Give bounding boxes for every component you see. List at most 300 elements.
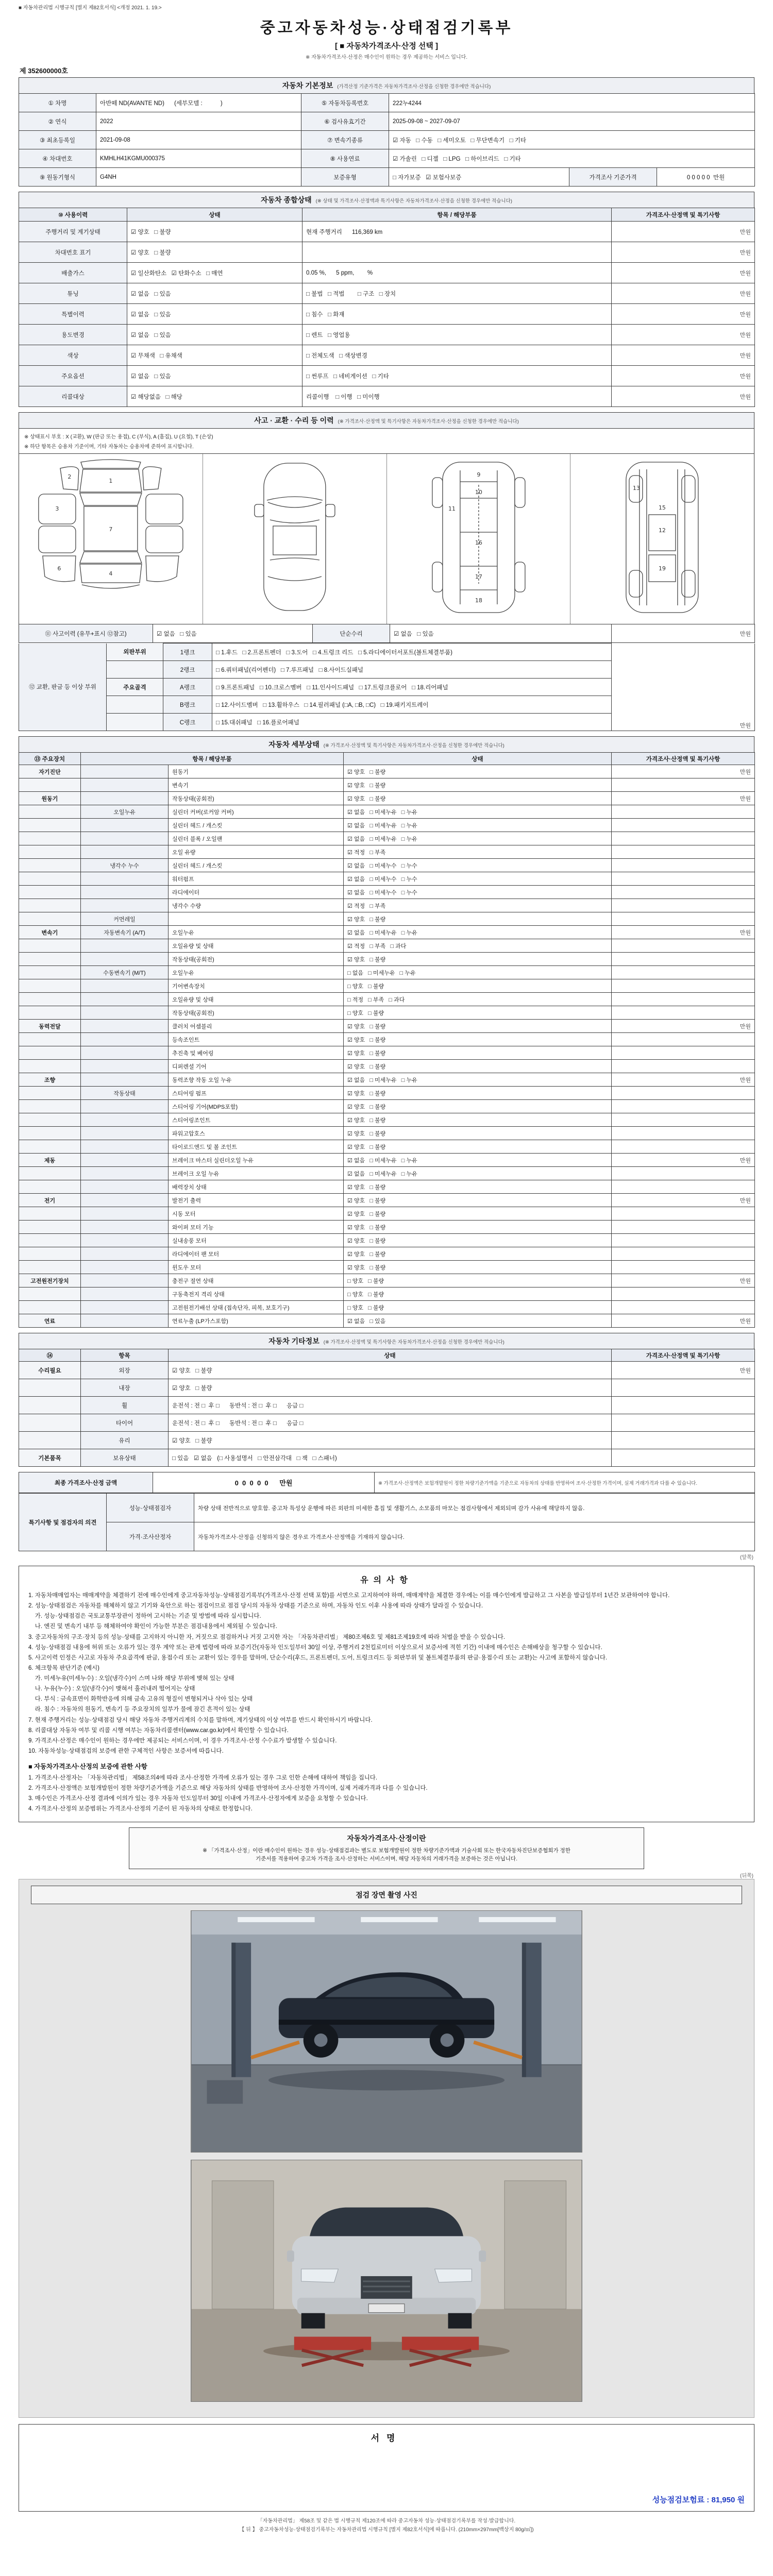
- price-cell: [612, 845, 755, 859]
- status-cell: ☑ 양호 □ 불량: [344, 1033, 612, 1046]
- table-row: [19, 1073, 755, 1087]
- table-row: [19, 1397, 755, 1414]
- item-group: [19, 1397, 81, 1414]
- status-cell: ☑ 일산화탄소 ☑ 탄화수소 □ 매연: [127, 263, 303, 283]
- table-row: [19, 624, 755, 643]
- device-group: [19, 1087, 81, 1100]
- device-group: [19, 1261, 81, 1274]
- price-cell: 만원: [612, 624, 755, 643]
- price-cell: 만원: [612, 926, 755, 939]
- car-illustration: [287, 2208, 486, 2329]
- rank-label: 2랭크: [163, 661, 212, 679]
- item-label: 튜닝: [19, 283, 127, 304]
- panel-items: □ 9.프론트패널 □ 10.크로스멤버 □ 11.인사이드패널 □ 17.트렁크플로어 □ 18.리어패널: [212, 679, 612, 696]
- item-label: 파워고압호스: [169, 1127, 344, 1140]
- price-cell: [612, 1180, 755, 1194]
- inspector-opinion-text: 차량 상태 전반적으로 양호함. 중고차 특성상 운행에 따른 외판의 미세한 흠집 및 생활기스, 소모품의 마모는 점검사항에서 제외되며 감가 사유에 해당하지 않음.: [194, 1494, 755, 1522]
- price-cell: 만원: [612, 643, 755, 731]
- table-row: [19, 765, 755, 778]
- item-label: 추진축 및 베어링: [169, 1046, 344, 1060]
- price-cell: [612, 859, 755, 872]
- detail-cell: □ 전체도색 □ 색상변경: [303, 345, 612, 366]
- inspector-opinion-table: [19, 1493, 755, 1551]
- table-row: [19, 1494, 755, 1522]
- sub-group: 자동변속기 (A/T): [81, 926, 169, 939]
- table-header-row: [19, 753, 755, 765]
- overall-condition-table: [19, 208, 755, 407]
- device-group: 조향: [19, 1073, 81, 1087]
- sub-group: [81, 1180, 169, 1194]
- price-cell: [612, 953, 755, 966]
- panel-group: 외판부위: [107, 643, 163, 661]
- table-row: [19, 112, 755, 131]
- sub-group: [81, 979, 169, 993]
- final-price-label: 최종 가격조사·산정 금액: [19, 1472, 153, 1493]
- item-label: 스티어링 펌프: [169, 1087, 344, 1100]
- table-row: [19, 926, 755, 939]
- device-group: [19, 1167, 81, 1180]
- column-header: 항목 / 해당부품: [81, 753, 344, 765]
- table-row: [19, 1261, 755, 1274]
- sub-group: [81, 1314, 169, 1328]
- price-cell: 만원: [612, 1154, 755, 1167]
- device-group: [19, 966, 81, 979]
- appraiser-role-label: 가격·조사산정자: [107, 1522, 194, 1551]
- footer-line: 【 뒤 】 중고자동차성능·상태점검기록부는 자동차관리법 시행규칙 [별지 제82호서식]에 따릅니다. (210mm×297mm[백상지 80g/㎡]): [239, 2527, 534, 2533]
- sub-group: [81, 1154, 169, 1167]
- status-cell: □ 양호 □ 불량: [344, 1287, 612, 1301]
- table-row: [19, 1194, 755, 1207]
- field-value: ☑ 가솔린 □ 디젤 □ LPG □ 하이브리드 □ 기타: [389, 149, 755, 168]
- table-row: [19, 1234, 755, 1247]
- device-group: 자기진단: [19, 765, 81, 778]
- valuation-definition-box: [129, 1827, 644, 1870]
- table-row: [19, 1020, 755, 1033]
- price-cell: 만원: [612, 386, 755, 407]
- section-accident-title: 사고 · 교환 · 수리 등 이력 (※ 가격조사·산정액 및 특기사항은 자동차가격조사·산정을 신청한 경우에만 적습니다): [19, 412, 754, 428]
- price-cell: 만원: [612, 263, 755, 283]
- sub-group: [81, 1274, 169, 1287]
- status-cell: ☑ 양호 □ 불량: [344, 1140, 612, 1154]
- device-group: 전기: [19, 1194, 81, 1207]
- field-label: ④ 차대번호: [19, 149, 96, 168]
- device-group: 고전원전기장치: [19, 1274, 81, 1287]
- device-group: [19, 819, 81, 832]
- price-cell: [612, 1432, 755, 1449]
- status-cell: ☑ 양호 □ 불량: [344, 792, 612, 805]
- item-label: 윈도우 모터: [169, 1261, 344, 1274]
- field-label: ⑦ 변속기종류: [301, 131, 389, 149]
- status-cell: ☑ 없음 □ 있음: [127, 366, 303, 386]
- status-cell: 운전석 : 전 □ 후 □ 동반석 : 전 □ 후 □ 응급 □: [169, 1414, 612, 1432]
- field-label: ⑨ 원동기형식: [19, 168, 96, 187]
- status-cell: ☑ 없음 □ 미세누유 □ 누유: [344, 926, 612, 939]
- panel-number: 19: [659, 565, 666, 572]
- table-row: [19, 939, 755, 953]
- car-diagram-underbody: [387, 454, 571, 624]
- table-row: [19, 1154, 755, 1167]
- sub-group: [81, 1100, 169, 1113]
- item-label: 동력조향 작동 오일 누유: [169, 1073, 344, 1087]
- item-label: 실린더 커버(로커암 커버): [169, 805, 344, 819]
- status-cell: ☑ 없음 □ 있음: [153, 624, 313, 643]
- notice-item: 8. 리콜대상 자동차 여부 및 리콜 시행 여부는 자동차리콜센터(www.car.go.kr)에서 확인할 수 있습니다.: [28, 1727, 289, 1734]
- sub-group: [81, 1194, 169, 1207]
- panel-number: 11: [448, 505, 456, 512]
- column-header: 항목 / 해당부품: [303, 208, 612, 222]
- status-cell: ☑ 없음 □ 있음: [344, 1314, 612, 1328]
- item-label: 유리: [81, 1432, 169, 1449]
- price-cell: [612, 979, 755, 993]
- sub-group: [81, 872, 169, 886]
- status-cell: □ 양호 □ 불량: [344, 979, 612, 993]
- status-cell: ☑ 해당없음 □ 해당: [127, 386, 303, 407]
- column-header: 상태: [169, 1349, 612, 1362]
- table-row: [19, 1432, 755, 1449]
- section-accident-note: (※ 가격조사·산정액 및 특기사항은 자동차가격조사·산정을 신청한 경우에만 적습니다): [338, 419, 519, 425]
- notice-item: 다. 부식 : 금속표면이 화학반응에 의해 금속 고유의 형질이 변형되거나 삭아 있는 상태: [28, 1696, 253, 1703]
- item-label: 리콜대상: [19, 386, 127, 407]
- final-price-value: 0 0 0 0 0 만원: [153, 1472, 375, 1493]
- sub-group: [81, 1046, 169, 1060]
- table-row: [19, 872, 755, 886]
- price-cell: 만원: [612, 1020, 755, 1033]
- device-group: 동력전달: [19, 1020, 81, 1033]
- price-cell: [612, 1046, 755, 1060]
- panel-rank-table: [19, 643, 755, 731]
- price-cell: [612, 939, 755, 953]
- footer: [19, 2517, 754, 2534]
- table-row: [19, 899, 755, 912]
- notice-item: 5. 사고이력 인정은 사고로 자동차 주요골격에 판금, 용접수리 또는 교환이 있는 경우를 말하며, 단순수리(후드, 프론트펜더, 도어, 트렁크리드 등 외판부위 및 볼트체결부품의 판금·용접수리 또는 교환)는 사고에 포함하지 않습니다.: [28, 1654, 608, 1661]
- sub-group: [81, 792, 169, 805]
- table-row: [19, 222, 755, 242]
- panel-number: 10: [475, 489, 482, 496]
- warranty-item: 1. 가격조사·산정자는 「자동차관리법」 제58조의4에 따라 조사·산정한 가격에 오류가 있는 경우 그로 인한 손해에 대하여 책임을 집니다.: [28, 1775, 378, 1781]
- valuation-title: 자동차가격조사·산정이란: [347, 1834, 426, 1842]
- price-cell: [612, 778, 755, 792]
- item-label: 타이로드엔드 및 볼 조인트: [169, 1140, 344, 1154]
- status-cell: ☑ 적정 □ 부족: [344, 899, 612, 912]
- price-cell: 만원: [612, 1314, 755, 1328]
- price-cell: [612, 1113, 755, 1127]
- field-value: 2021-09-08: [96, 131, 301, 149]
- sub-group: [81, 1140, 169, 1154]
- sub-group: [81, 1261, 169, 1274]
- field-label: ⑤ 자동차등록번호: [301, 94, 389, 112]
- sub-group: 수동변속기 (M/T): [81, 966, 169, 979]
- signature-box: [19, 2424, 754, 2512]
- price-cell: 만원: [612, 325, 755, 345]
- status-cell: ☑ 없음 □ 있음: [127, 325, 303, 345]
- status-cell: ☑ 없음 □ 미세누유 □ 누유: [344, 1154, 612, 1167]
- legend-block: [19, 428, 754, 453]
- section-inspection-photos: [19, 1879, 754, 2418]
- table-row: [19, 1113, 755, 1127]
- status-cell: □ 적정 □ 부족 □ 과다: [344, 993, 612, 1006]
- item-label: 브레이크 마스터 실린더오일 누유: [169, 1154, 344, 1167]
- device-group: [19, 1033, 81, 1046]
- car-shadow: [268, 2070, 505, 2091]
- panel-items: □ 1.후드 □ 2.프론트펜더 □ 3.도어 □ 4.트렁크 리드 □ 5.라디에이터서포트(볼트체결부품): [212, 643, 612, 661]
- table-row: [19, 819, 755, 832]
- device-group: [19, 1207, 81, 1221]
- item-label: 발전기 출력: [169, 1194, 344, 1207]
- etc-info-table: [19, 1349, 755, 1467]
- status-cell: ☑ 양호 □ 불량: [344, 1247, 612, 1261]
- price-cell: [612, 1234, 755, 1247]
- price-cell: 만원: [612, 345, 755, 366]
- inspector-role-label: 성능·상태점검자: [107, 1494, 194, 1522]
- panel-group: [107, 661, 163, 679]
- inspection-fee: 성능점검보험료 : 81,950 원: [652, 2496, 745, 2505]
- table-row: [19, 979, 755, 993]
- item-label: 충전구 절연 상태: [169, 1274, 344, 1287]
- device-group: [19, 778, 81, 792]
- status-cell: □ 양호 □ 불량: [344, 1006, 612, 1020]
- field-value: KMHLH41KGMU000375: [96, 149, 301, 168]
- item-group: [19, 1432, 81, 1449]
- field-label: ⑥ 검사유효기간: [301, 112, 389, 131]
- item-label: 타이어: [81, 1414, 169, 1432]
- status-cell: □ 양호 □ 불량: [344, 1301, 612, 1314]
- table-row: [19, 1060, 755, 1073]
- sub-group: 커먼레일: [81, 912, 169, 926]
- table-row: [19, 168, 755, 187]
- device-group: [19, 953, 81, 966]
- warranty-item: 4. 가격조사·산정의 보증범위는 가격조사·산정의 기준이 된 자동차의 상태로 한정합니다.: [28, 1806, 253, 1812]
- appraiser-opinion-text: 자동차가격조사·산정을 신청하지 않은 경우로 가격조사·산정액을 기재하지 않습니다.: [194, 1522, 755, 1551]
- car-diagram-frame: [570, 454, 754, 624]
- column-header: ⑬ 주요장치: [19, 753, 81, 765]
- device-group: [19, 1287, 81, 1301]
- price-cell: 만원: [612, 1073, 755, 1087]
- status-cell: ☑ 없음 □ 미세누유 □ 누유: [344, 1073, 612, 1087]
- table-row: [19, 1221, 755, 1234]
- table-row: [19, 242, 755, 263]
- panel-group: [107, 696, 163, 714]
- notice-item: 7. 현재 주행거리는 성능·상태점검 당시 해당 자동차 주행거리계의 수치를 말하며, 계기상태의 이상 여부를 반드시 확인하시기 바랍니다.: [28, 1717, 373, 1723]
- table-row: [19, 1449, 755, 1467]
- panel-group: 주요골격: [107, 679, 163, 696]
- rank-label: A랭크: [163, 679, 212, 696]
- table-row: [19, 1140, 755, 1154]
- section-detail-title: 자동차 세부상태 (※ 가격조사·산정액 및 특기사항은 자동차가격조사·산정을 신청한 경우에만 적습니다): [19, 736, 754, 752]
- field-value: G4NH: [96, 168, 301, 187]
- status-cell: ☑ 무채색 □ 유채색: [127, 345, 303, 366]
- panel-number: 1: [109, 478, 113, 484]
- item-label: 배출가스: [19, 263, 127, 283]
- sub-group: 냉각수 누수: [81, 859, 169, 872]
- valuation-line: 기준서를 적용하여 중고차 가격을 조사·산정하는 서비스이며, 해당 자동차의 거래가격을 보증하는 것은 아닙니다.: [256, 1856, 517, 1862]
- item-label: 내장: [81, 1379, 169, 1397]
- panel-number: 18: [475, 597, 482, 604]
- status-cell: ☑ 없음 □ 미세누유 □ 누유: [344, 832, 612, 845]
- table-row: [19, 832, 755, 845]
- price-cell: [612, 1449, 755, 1467]
- device-group: [19, 912, 81, 926]
- section-overall-title: 자동차 종합상태 (※ 상태 및 가격조사·산정액과 특기사항은 자동차가격조사·산정을 신청한 경우에만 적습니다): [19, 192, 754, 208]
- device-group: [19, 939, 81, 953]
- page-title: 중고자동차성능·상태점검기록부: [260, 20, 513, 37]
- price-cell: 만원: [612, 366, 755, 386]
- status-cell: 운전석 : 전 □ 후 □ 동반석 : 전 □ 후 □ 응급 □: [169, 1397, 612, 1414]
- warranty-item: 3. 매수인은 가격조사·산정 결과에 이의가 있는 경우 자동차 인도일부터 30일 이내에 가격조사·산정자에게 보증을 요청할 수 있습니다.: [28, 1795, 368, 1802]
- section-etc-title: 자동차 기타정보 (※ 가격조사·산정액 및 특기사항은 자동차가격조사·산정을 신청한 경우에만 적습니다): [19, 1333, 754, 1349]
- price-cell: [612, 912, 755, 926]
- sub-group: [81, 1073, 169, 1087]
- sub-group: 작동상태: [81, 1087, 169, 1100]
- document: [19, 0, 754, 2534]
- page-marker: (앞쪽): [740, 1555, 753, 1561]
- price-cell: [612, 1397, 755, 1414]
- price-cell: 만원: [612, 1362, 755, 1379]
- notice-item: 가. 성능·상태점검은 국토교통부장관이 정하여 고시하는 기준 및 방법에 따라 실시합니다.: [28, 1613, 261, 1620]
- table-row: [19, 263, 755, 283]
- price-cell: [612, 1033, 755, 1046]
- status-cell: ☑ 양호 □ 불량: [344, 765, 612, 778]
- item-label: 작동상태(공회전): [169, 953, 344, 966]
- panel-group: [107, 714, 163, 731]
- section-accident-history: [19, 412, 754, 731]
- table-row: [19, 1127, 755, 1140]
- table-row: [19, 1207, 755, 1221]
- status-cell: ☑ 양호 □ 불량: [344, 1060, 612, 1073]
- sub-group: [81, 1167, 169, 1180]
- status-cell: ☑ 없음 □ 미세누수 □ 누수: [344, 886, 612, 899]
- status-cell: ☑ 적정 □ 부족 □ 과다: [344, 939, 612, 953]
- price-cell: [612, 1261, 755, 1274]
- status-cell: ☑ 없음 □ 미세누유 □ 누유: [344, 1167, 612, 1180]
- sub-group: [81, 1033, 169, 1046]
- section-etc-note: (※ 가격조사·산정액 및 특기사항은 자동차가격조사·산정을 신청한 경우에만 적습니다): [323, 1340, 505, 1345]
- sub-group: [81, 845, 169, 859]
- device-group: [19, 1140, 81, 1154]
- price-cell: [612, 1414, 755, 1432]
- notice-item: 4. 성능·상태점검 내용에 허위 또는 오류가 있는 경우 계약 또는 관계 법령에 따라 보증기간(자동차 인도일부터 30일 이상, 주행거리 2천킬로미터 이상으로서 보증서에 적힌 기간) 이내에 매수인은 손해배상을 청구할 수 있습니다.: [28, 1644, 602, 1651]
- inspection-photo-1: [191, 1910, 582, 2153]
- field-value: 2025-09-08 ~ 2027-09-07: [389, 112, 755, 131]
- price-cell: [612, 1127, 755, 1140]
- title-block: [19, 15, 754, 60]
- price-cell: [612, 1379, 755, 1397]
- detail-condition-table: [19, 752, 755, 1328]
- device-group: [19, 979, 81, 993]
- price-cell: [612, 1301, 755, 1314]
- exchange-panel-label: ⑫ 교환, 판금 등 이상 부위: [19, 643, 107, 731]
- table-row: [19, 805, 755, 819]
- price-cell: 만원: [612, 1194, 755, 1207]
- item-label: 실내송풍 모터: [169, 1234, 344, 1247]
- item-label: 고전원전기배선 상태 (접속단자, 피복, 보호기구): [169, 1301, 344, 1314]
- notice-item: 6. 체크항목 판단기준 (예시): [28, 1665, 99, 1671]
- item-label: 오일누유: [169, 926, 344, 939]
- table-row: [19, 1087, 755, 1100]
- item-label: 휠: [81, 1397, 169, 1414]
- panel-number: 9: [476, 471, 480, 478]
- sub-group: [81, 886, 169, 899]
- item-label: 라디에이터: [169, 886, 344, 899]
- status-cell: ☑ 양호 □ 불량: [344, 1234, 612, 1247]
- table-row: [19, 778, 755, 792]
- panel-number: 6: [57, 565, 61, 572]
- field-label: ③ 최초등록일: [19, 131, 96, 149]
- column-header: ⑩ 사용이력: [19, 208, 127, 222]
- status-cell: ☑ 양호 □ 불량: [344, 1180, 612, 1194]
- price-cell: [612, 1167, 755, 1180]
- status-cell: ☑ 양호 □ 불량: [344, 1046, 612, 1060]
- toolbox: [207, 2080, 243, 2104]
- price-cell: 만원: [612, 283, 755, 304]
- panel-number: 15: [659, 504, 666, 511]
- warranty-title: ■ 자동차가격조사·산정의 보증에 관한 사항: [28, 1763, 147, 1770]
- price-cell: [612, 1006, 755, 1020]
- status-cell: ☑ 양호 □ 불량: [344, 1194, 612, 1207]
- status-cell: ☑ 양호 □ 불량: [344, 1100, 612, 1113]
- photos-title: 점검 장면 촬영 사진: [31, 1886, 742, 1904]
- item-label: 원동기: [169, 765, 344, 778]
- status-cell: ☑ 양호 □ 불량: [169, 1362, 612, 1379]
- rank-label: B랭크: [163, 696, 212, 714]
- item-group: 기본품목: [19, 1449, 81, 1467]
- page-marker: (뒤쪽): [740, 1873, 753, 1879]
- device-group: 변속기: [19, 926, 81, 939]
- status-cell: ☑ 양호 □ 불량: [169, 1379, 612, 1397]
- device-group: [19, 899, 81, 912]
- device-group: 연료: [19, 1314, 81, 1328]
- item-label: 와이퍼 모터 기능: [169, 1221, 344, 1234]
- status-cell: ☑ 양호 □ 불량: [344, 1207, 612, 1221]
- notice-item: 나. 엔진 및 변속기 내부 등 해체하여야 확인이 가능한 부분은 점검내용에서 제외될 수 있습니다.: [28, 1623, 277, 1630]
- device-group: [19, 1127, 81, 1140]
- item-label: 주행거리 및 계기상태: [19, 222, 127, 242]
- device-group: 원동기: [19, 792, 81, 805]
- price-cell: [612, 1060, 755, 1073]
- sub-group: [81, 1113, 169, 1127]
- column-header: 항목: [81, 1349, 169, 1362]
- final-price-note: ※ 가격조사·산정액은 보험개발원이 정한 차량기준가액을 기준으로 자동차의 상태를 반영하여 조사·산정한 가격이며, 실제 거래가격과 다를 수 있습니다.: [375, 1472, 755, 1493]
- price-cell: 만원: [612, 222, 755, 242]
- item-label: [169, 912, 344, 926]
- field-value: 2022: [96, 112, 301, 131]
- section-basic-title: 자동차 기본정보 (가격산정 기준가격은 자동차가격조사·산정을 신청한 경우에만 적습니다): [19, 77, 754, 93]
- status-cell: □ 양호 □ 불량: [344, 1274, 612, 1287]
- notice-item: 가. 미세누유(미세누수) : 오일(냉각수)이 스며 나와 해당 부위에 맺혀 있는 상태: [28, 1675, 234, 1682]
- status-cell: ☑ 없음 □ 미세누수 □ 누수: [344, 872, 612, 886]
- device-group: [19, 872, 81, 886]
- status-cell: ☑ 양호 □ 불량: [169, 1432, 612, 1449]
- sub-group: [81, 819, 169, 832]
- table-row: [19, 1379, 755, 1397]
- sub-group: [81, 1207, 169, 1221]
- status-cell: ☑ 없음 □ 있음: [127, 283, 303, 304]
- sub-group: [81, 1221, 169, 1234]
- status-cell: ☑ 없음 □ 미세누유 □ 누유: [344, 805, 612, 819]
- price-cell: [612, 993, 755, 1006]
- device-group: [19, 1180, 81, 1194]
- item-label: 외장: [81, 1362, 169, 1379]
- section-notices: [19, 1566, 754, 1822]
- price-cell: [612, 1100, 755, 1113]
- section-detail-condition: [19, 736, 754, 1328]
- sub-group: [81, 1301, 169, 1314]
- opinion-label: 특기사항 및 점검자의 의견: [19, 1494, 107, 1551]
- column-header: 상태: [127, 208, 303, 222]
- device-group: [19, 1234, 81, 1247]
- status-cell: ☑ 양호 □ 불량: [344, 778, 612, 792]
- price-cell: [612, 819, 755, 832]
- item-label: 작동상태(공회전): [169, 792, 344, 805]
